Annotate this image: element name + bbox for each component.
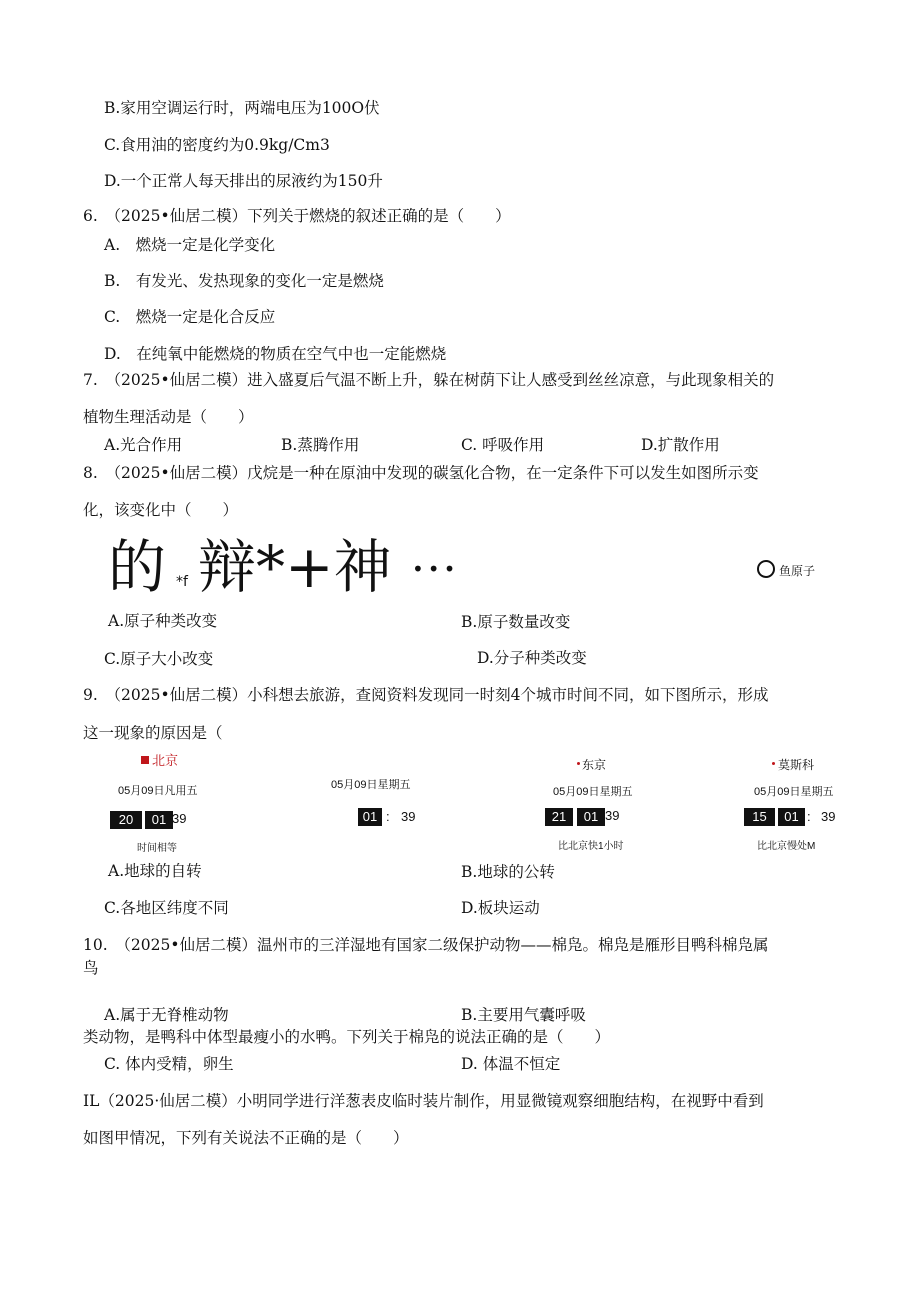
- atom-legend-icon: [757, 560, 775, 578]
- beijing-marker-icon: [141, 756, 149, 764]
- clock1-minute: 01: [145, 811, 173, 829]
- q5-option-b: B.家用空调运行时，两端电压为100O伏: [104, 99, 380, 117]
- clock1-hour: 20: [110, 811, 142, 829]
- clock4-date: 05月09日星期五: [754, 786, 834, 798]
- q5-option-d: D.一个正常人每天排出的尿液约为150升: [104, 172, 383, 190]
- clock2-date: 05月09日星期五: [331, 779, 411, 791]
- q8-option-a: A.原子种类改变: [108, 612, 218, 630]
- q7-option-b: B.蒸腾作用: [281, 436, 360, 454]
- q8-legend-label: 鱼原子: [779, 564, 816, 578]
- q8-figure-dots: •••: [412, 557, 460, 581]
- clock1-city: 北京: [152, 753, 179, 768]
- q7-option-d: D.扩散作用: [641, 436, 720, 454]
- clock1-note: 时间相等: [137, 843, 177, 854]
- q8-option-d: D.分子种类改变: [477, 649, 587, 667]
- q9-option-b: B.地球的公转: [461, 863, 555, 881]
- clock1-date: 05月09日凡用五: [118, 785, 198, 797]
- q6-option-c: C. 燃烧一定是化合反应: [104, 308, 276, 326]
- q8-figure-glyph-1: 的: [108, 533, 167, 601]
- q7-stem-line1: 7. （2025•仙居二模）进入盛夏后气温不断上升，躲在树荫下让人感受到丝丝凉意，与此现象相关的: [83, 371, 775, 389]
- clock1-second: 39: [172, 811, 187, 826]
- clock4-second: 39: [821, 809, 836, 824]
- clock4-separator: :: [807, 809, 811, 824]
- q10-option-d: D. 体温不恒定: [461, 1055, 561, 1073]
- q7-option-a: A.光合作用: [104, 436, 183, 454]
- clock3-hour: 21: [545, 808, 573, 826]
- moscow-marker-icon: [772, 762, 775, 765]
- q8-figure-glyph-3: 辩*+神: [198, 533, 392, 601]
- clock4-hour: 15: [744, 808, 775, 826]
- q9-option-d: D.板块运动: [461, 899, 540, 917]
- q9-option-a: A.地球的自转: [108, 862, 202, 880]
- q8-stem-line1: 8. （2025•仙居二模）戊烷是一种在原油中发现的碳氢化合物，在一定条件下可以发生如图所示变: [83, 464, 759, 482]
- q6-option-b: B. 有发光、发热现象的变化一定是燃烧: [104, 272, 384, 290]
- clock2-second: 39: [401, 809, 416, 824]
- q6-option-a: A. 燃烧一定是化学变化: [104, 236, 276, 254]
- q10-option-c: C. 体内受精，卵生: [104, 1055, 234, 1073]
- clock3-city: 东京: [582, 758, 607, 772]
- q8-option-c: C.原子大小改变: [104, 650, 214, 668]
- q10-option-a: A.属于无脊椎动物: [104, 1006, 229, 1024]
- q9-stem-line2: 这一现象的原因是（: [83, 724, 223, 742]
- clock3-note: 比北京快1小时: [558, 841, 624, 852]
- q11-stem-line2: 如图甲情况，下列有关说法不正确的是（ ）: [83, 1129, 409, 1147]
- tokyo-marker-icon: [577, 762, 580, 765]
- q6-option-d: D. 在纯氧中能燃烧的物质在空气中也一定能燃烧: [104, 345, 447, 363]
- clock4-minute: 01: [778, 808, 805, 826]
- clock2-minute: 01: [358, 808, 382, 826]
- q10-option-b: B.主要用气囊呼吸: [461, 1006, 586, 1024]
- clock3-second: 39: [605, 808, 620, 823]
- q10-stem-line1: 10. （2025•仙居二模）温州市的三洋湿地有国家二级保护动物——棉凫。棉凫是雁形目鸭科棉凫属: [83, 936, 769, 954]
- q11-stem-line1: IL（2025·仙居二模）小明同学进行洋葱表皮临时装片制作，用显微镜观察细胞结构，在视野中看到: [83, 1092, 764, 1110]
- q6-stem: 6. （2025•仙居二模）下列关于燃烧的叙述正确的是（ ）: [83, 207, 511, 225]
- q9-stem-line1: 9. （2025•仙居二模）小科想去旅游，查阅资料发现同一时刻4个城市时间不同，如下图所示，形成: [83, 686, 769, 704]
- q8-stem-line2: 化，该变化中（ ）: [83, 501, 239, 519]
- q8-figure-glyph-2: *f: [176, 574, 188, 590]
- q7-option-c: C. 呼吸作用: [461, 436, 545, 454]
- q5-option-c: C.食用油的密度约为0.9kg/Cm3: [104, 136, 330, 154]
- q10-stem-line2: 鸟: [83, 959, 99, 977]
- clock4-note: 比北京慢处M: [757, 841, 816, 852]
- q7-stem-line2: 植物生理活动是（ ）: [83, 408, 254, 426]
- clock3-date: 05月09日星期五: [553, 786, 633, 798]
- clock2-separator: :: [386, 809, 390, 824]
- clock3-minute: 01: [577, 808, 605, 826]
- q10-stem-line3: 类动物，是鸭科中体型最瘦小的水鸭。下列关于棉凫的说法正确的是（ ）: [83, 1028, 611, 1046]
- clock4-city: 莫斯科: [778, 758, 815, 772]
- q8-option-b: B.原子数量改变: [461, 613, 571, 631]
- q9-option-c: C.各地区纬度不同: [104, 899, 229, 917]
